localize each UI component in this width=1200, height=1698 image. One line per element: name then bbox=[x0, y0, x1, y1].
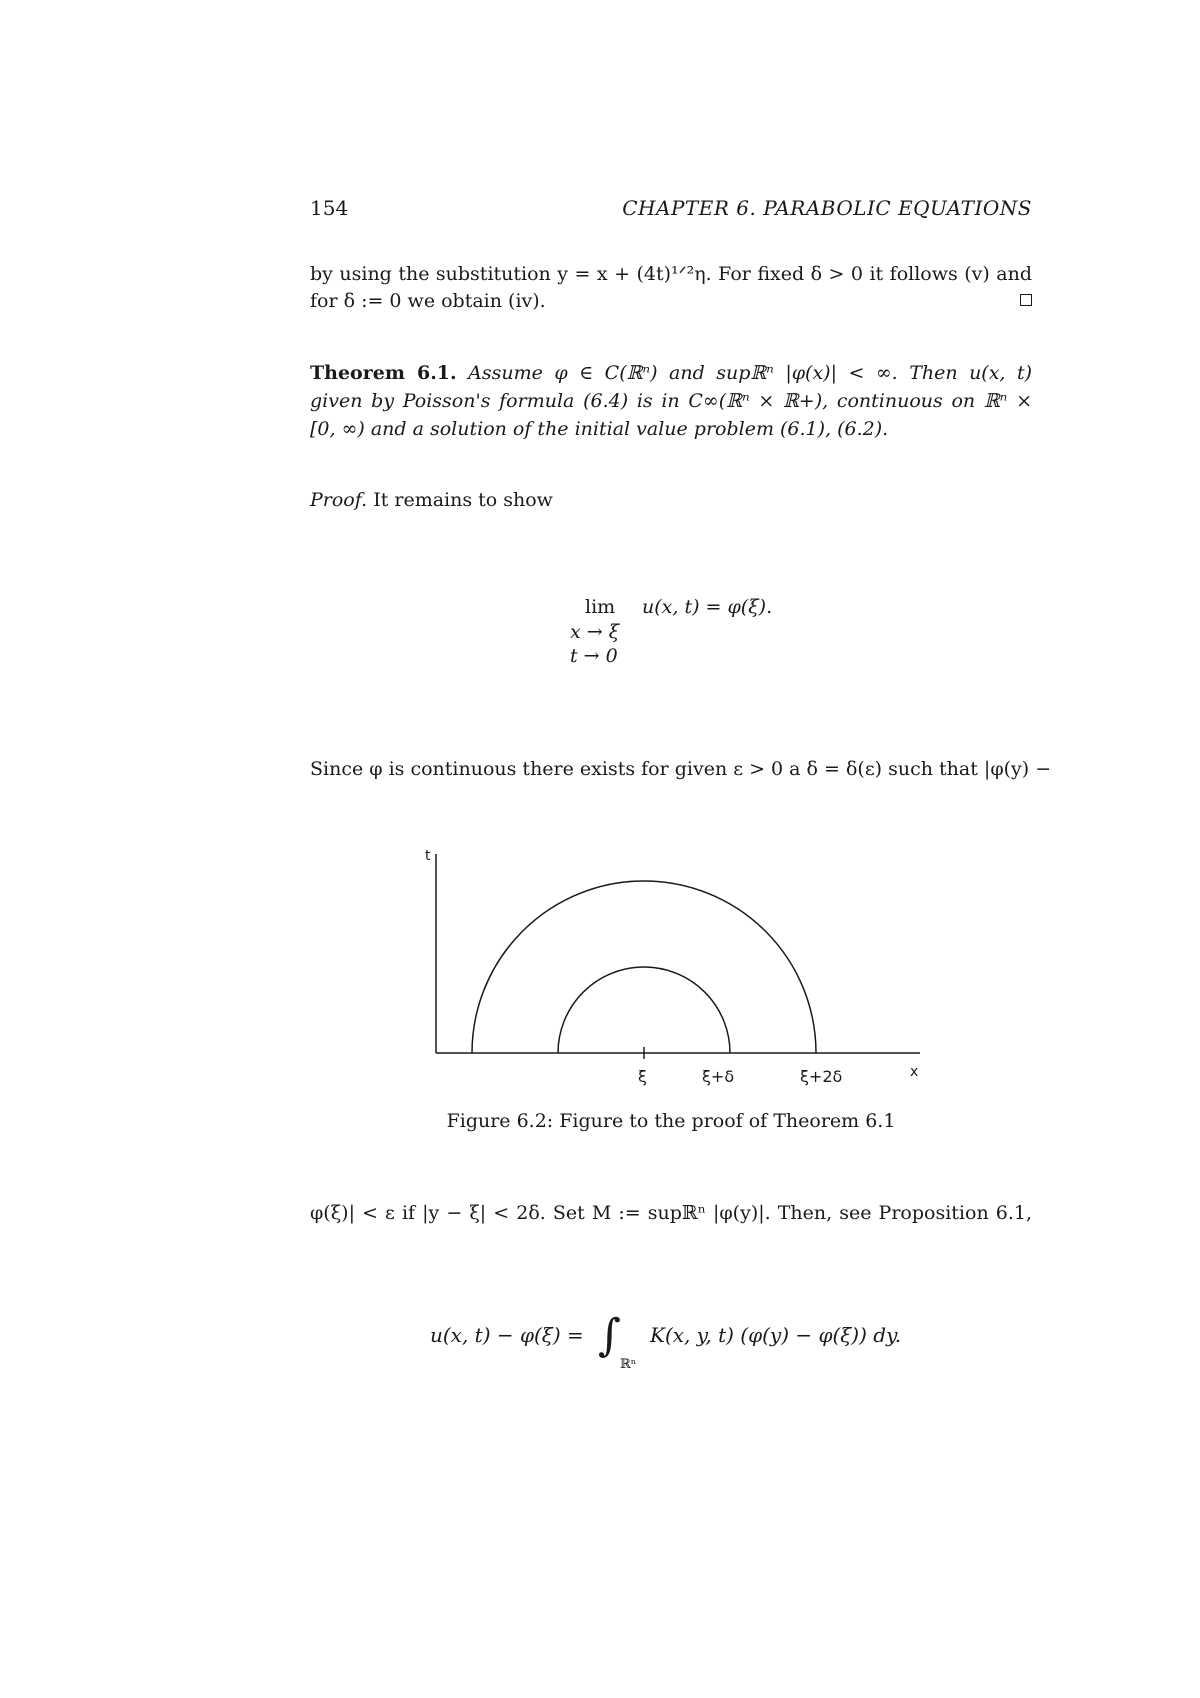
qed-box-icon bbox=[1020, 294, 1032, 306]
limit-operator: lim bbox=[585, 596, 616, 618]
paragraph-line: by using the substitution y = x + (4t)¹ᐟ²η. For fixed δ > 0 it follows (v) and bbox=[310, 263, 1032, 285]
integral-equation bbox=[430, 1308, 950, 1388]
limit-subscript: t → 0 bbox=[570, 645, 618, 667]
paragraph-line: for δ := 0 we obtain (iv). bbox=[310, 290, 546, 312]
x-axis-label: x bbox=[910, 1064, 919, 1080]
theorem-line: [0, ∞) and a solution of the initial value problem (6.1), (6.2). bbox=[310, 418, 889, 440]
xi-label: ξ bbox=[638, 1067, 647, 1086]
paragraph-line: φ(ξ)| < ε if |y − ξ| < 2δ. Set M := supℝⁿ |φ(y)|. Then, see Proposition 6.1, bbox=[310, 1202, 1032, 1224]
figure-caption: Figure 6.2: Figure to the proof of Theorem 6.1 bbox=[446, 1110, 896, 1132]
limit-expression: u(x, t) = φ(ξ). bbox=[642, 596, 773, 618]
theorem-text: Assume φ ∈ C(ℝⁿ) and supℝⁿ |φ(x)| < ∞. Then u(x, t) bbox=[468, 362, 1032, 384]
proof-label: Proof. bbox=[310, 489, 368, 511]
theorem-line bbox=[310, 360, 1032, 386]
proof-text: It remains to show bbox=[373, 489, 553, 511]
proof-line bbox=[310, 487, 553, 513]
integral-lhs: u(x, t) − φ(ξ) = bbox=[430, 1323, 584, 1347]
limit-subscript: x → ξ bbox=[570, 621, 620, 643]
figure-diagram bbox=[415, 838, 935, 1098]
paragraph-line: Since φ is continuous there exists for given ε > 0 a δ = δ(ε) such that |φ(y) − bbox=[310, 758, 1052, 780]
xi-plus-2delta-label: ξ+2δ bbox=[800, 1067, 843, 1086]
inner-semicircle bbox=[558, 967, 730, 1053]
theorem-line: given by Poisson's formula (6.4) is in C∞(ℝⁿ × ℝ+), continuous on ℝⁿ × bbox=[310, 390, 1032, 412]
theorem-label: Theorem 6.1. bbox=[310, 362, 457, 384]
integral-rhs: K(x, y, t) (φ(y) − φ(ξ)) dy. bbox=[650, 1323, 902, 1347]
page-number: 154 bbox=[310, 196, 349, 220]
xi-plus-delta-label: ξ+δ bbox=[702, 1067, 735, 1086]
integral-sign: ∫ bbox=[598, 1310, 621, 1361]
chapter-heading: CHAPTER 6. PARABOLIC EQUATIONS bbox=[622, 196, 1032, 220]
integral-domain: ℝⁿ bbox=[620, 1357, 637, 1372]
t-axis-label: t bbox=[425, 848, 431, 864]
